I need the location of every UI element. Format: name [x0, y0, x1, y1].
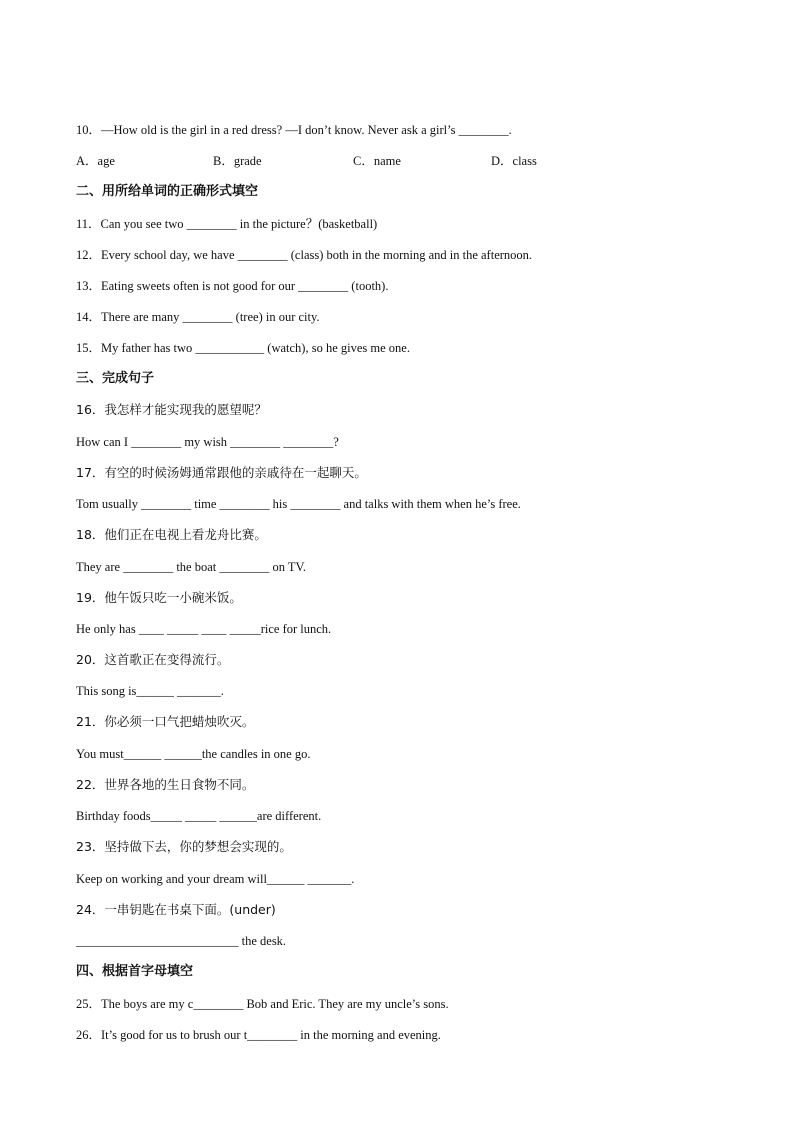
- question-22-chinese: 22．世界各地的生日食物不同。: [76, 777, 255, 792]
- question-17-chinese: 17．有空的时候汤姆通常跟他的亲戚待在一起聊天。: [76, 465, 367, 480]
- question-21-english: You must______ ______the candles in one go.: [76, 747, 311, 761]
- option-d: D．class: [491, 154, 537, 168]
- question-25: 25．The boys are my c________ Bob and Eric. They are my uncle’s sons.: [76, 997, 449, 1011]
- section-4-title: 四、根据首字母填空: [76, 964, 194, 979]
- section-3-title: 三、完成句子: [76, 371, 155, 386]
- question-20-chinese: 20．这首歌正在变得流行。: [76, 652, 230, 667]
- question-18-chinese: 18．他们正在电视上看龙舟比赛。: [76, 527, 267, 542]
- option-b: B．grade: [213, 154, 262, 168]
- question-22-english: Birthday foods_____ _____ ______are different.: [76, 809, 322, 823]
- question-13: 13．Eating sweets often is not good for our ________ (tooth).: [76, 279, 389, 293]
- section-2-title: 二、用所给单词的正确形式填空: [76, 184, 259, 199]
- question-15: 15．My father has two ___________ (watch), so he gives me one.: [76, 341, 410, 355]
- question-19-chinese: 19．他午饭只吃一小碗米饭。: [76, 590, 242, 605]
- question-12: 12．Every school day, we have ________ (class) both in the morning and in the afternoon.: [76, 248, 533, 262]
- question-17-english: Tom usually ________ time ________ his ________ and talks with them when he’s free.: [76, 497, 521, 511]
- question-20-english: This song is______ _______.: [76, 684, 224, 698]
- question-16-chinese: 16．我怎样才能实现我的愿望呢？: [76, 402, 267, 417]
- question-26: 26．It’s good for us to brush our t________ in the morning and evening.: [76, 1028, 441, 1042]
- option-c: C．name: [353, 154, 401, 168]
- question-24-english: __________________________ the desk.: [76, 934, 287, 948]
- question-23-chinese: 23．坚持做下去，你的梦想会实现的。: [76, 839, 292, 854]
- question-10-stem: 10．—How old is the girl in a red dress? —I don’t know. Never ask a girl’s ________.: [76, 123, 512, 137]
- question-21-chinese: 21．你必须一口气把蜡烛吹灭。: [76, 714, 255, 729]
- question-18-english: They are ________ the boat ________ on TV.: [76, 560, 307, 574]
- question-24-chinese: 24．一串钥匙在书桌下面。(under): [76, 902, 276, 917]
- option-a: A．age: [76, 154, 115, 168]
- question-23-english: Keep on working and your dream will______ _______.: [76, 872, 355, 886]
- question-11: 11．Can you see two ________ in the picture？(basketball): [76, 217, 378, 231]
- question-14: 14．There are many ________ (tree) in our city.: [76, 310, 320, 324]
- question-19-english: He only has ____ _____ ____ _____rice for lunch.: [76, 622, 332, 636]
- question-16-english: How can I ________ my wish ________ ________?: [76, 435, 339, 449]
